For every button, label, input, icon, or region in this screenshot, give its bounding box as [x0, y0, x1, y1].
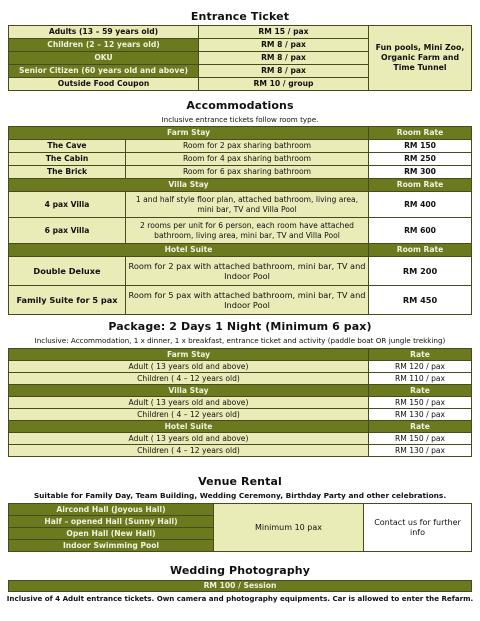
room-name: The Cave: [9, 140, 126, 153]
entrance-price: RM 10 / group: [199, 78, 369, 91]
table-row: [9, 218, 472, 244]
entrance-price: RM 8 / pax: [199, 39, 369, 52]
room-name: Double Deluxe: [9, 257, 126, 286]
entrance-label: OKU: [9, 52, 199, 65]
group-header-farm-stay: [9, 349, 472, 361]
venue-title: Venue Rental: [198, 475, 282, 488]
room-desc: 1 and half style floor plan, attached bathroom, living area, mini bar, TV and Villa Pool: [126, 192, 369, 218]
package-label: Children ( 4 – 12 years old): [9, 409, 369, 421]
room-desc: Room for 4 pax sharing bathroom: [126, 153, 369, 166]
entrance-side-note: Fun pools, Mini Zoo, Organic Farm and Time Tunnel: [369, 26, 472, 91]
group-header-villa-stay: [9, 385, 472, 397]
room-name: 4 pax Villa: [9, 192, 126, 218]
table-row: [9, 166, 472, 179]
hall-name: Open Hall (New Hall): [9, 528, 214, 540]
table-row: [9, 286, 472, 315]
table-row: [9, 257, 472, 286]
room-name: The Brick: [9, 166, 126, 179]
group-name: Villa Stay: [9, 179, 369, 192]
rate-header: Room Rate: [369, 127, 472, 140]
group-name: Farm Stay: [9, 349, 369, 361]
rate-header: Rate: [369, 349, 472, 361]
group-name: Villa Stay: [9, 385, 369, 397]
room-desc: Room for 2 pax sharing bathroom: [126, 140, 369, 153]
rate-header: Rate: [369, 421, 472, 433]
hall-name: Half – opened Hall (Sunny Hall): [9, 516, 214, 528]
venue-contact: Contact us for further info: [364, 504, 472, 552]
entrance-price: RM 8 / pax: [199, 52, 369, 65]
table-row: [9, 361, 472, 373]
group-name: Farm Stay: [9, 127, 369, 140]
table-row: [9, 153, 472, 166]
table-row: [9, 409, 472, 421]
rate-header: Room Rate: [369, 244, 472, 257]
venue-minimum: Minimum 10 pax: [214, 504, 364, 552]
package-subtitle: Inclusive: Accommodation, 1 x dinner, 1 x breakfast, entrance ticket and activity (paddle boat OR jungle trekking): [34, 336, 446, 345]
group-header-farm-stay: [9, 127, 472, 140]
wedding-table: [8, 580, 472, 592]
accommodations-title: Accommodations: [186, 99, 294, 112]
table-row: [9, 26, 472, 39]
room-rate: RM 250: [369, 153, 472, 166]
entrance-price: RM 15 / pax: [199, 26, 369, 39]
table-row: [9, 373, 472, 385]
entrance-label: Senior Citizen (60 years old and above): [9, 65, 199, 78]
package-label: Children ( 4 – 12 years old): [9, 445, 369, 457]
entrance-label: Children (2 – 12 years old): [9, 39, 199, 52]
table-row: [9, 445, 472, 457]
package-rate: RM 110 / pax: [369, 373, 472, 385]
rate-header: Room Rate: [369, 179, 472, 192]
group-header-hotel-suite: [9, 244, 472, 257]
package-rate: RM 130 / pax: [369, 445, 472, 457]
table-row: [9, 140, 472, 153]
room-rate: RM 200: [369, 257, 472, 286]
table-row: [9, 397, 472, 409]
table-row: [9, 504, 472, 516]
package-rate: RM 130 / pax: [369, 409, 472, 421]
hall-name: Indoor Swimming Pool: [9, 540, 214, 552]
package-label: Adult ( 13 years old and above): [9, 433, 369, 445]
table-row: [9, 433, 472, 445]
package-rate: RM 120 / pax: [369, 361, 472, 373]
room-desc: Room for 6 pax sharing bathroom: [126, 166, 369, 179]
room-rate: RM 300: [369, 166, 472, 179]
package-label: Adult ( 13 years old and above): [9, 397, 369, 409]
entrance-title: Entrance Ticket: [190, 10, 290, 23]
room-rate: RM 400: [369, 192, 472, 218]
package-rate: RM 150 / pax: [369, 397, 472, 409]
entrance-table: [8, 25, 472, 91]
entrance-label: Outside Food Coupon: [9, 78, 199, 91]
wedding-title: Wedding Photography: [169, 564, 311, 577]
room-desc: Room for 2 pax with attached bathroom, mini bar, TV and Indoor Pool: [126, 257, 369, 286]
group-name: Hotel Suite: [9, 244, 369, 257]
entrance-price: RM 8 / pax: [199, 65, 369, 78]
package-table: [8, 348, 472, 457]
room-name: The Cabin: [9, 153, 126, 166]
group-header-villa-stay: [9, 179, 472, 192]
package-title: Package: 2 Days 1 Night (Minimum 6 pax): [108, 320, 372, 333]
group-name: Hotel Suite: [9, 421, 369, 433]
hall-name: Aircond Hall (Joyous Hall): [9, 504, 214, 516]
entrance-label: Adults (13 – 59 years old): [9, 26, 199, 39]
package-label: Adult ( 13 years old and above): [9, 361, 369, 373]
wedding-note: Inclusive of 4 Adult entrance tickets. Own camera and photography equipments. Car is allowed to enter the Refarm.: [6, 594, 474, 603]
accommodations-table: [8, 126, 472, 315]
venue-subtitle: Suitable for Family Day, Team Building, Wedding Ceremony, Birthday Party and other celebrations.: [33, 491, 447, 500]
room-rate: RM 450: [369, 286, 472, 315]
group-header-hotel-suite: [9, 421, 472, 433]
wedding-price: RM 100 / Session: [9, 581, 472, 592]
table-row: [9, 192, 472, 218]
table-row: [9, 581, 472, 592]
room-rate: RM 150: [369, 140, 472, 153]
room-desc: Room for 5 pax with attached bathroom, mini bar, TV and Indoor Pool: [126, 286, 369, 315]
room-name: Family Suite for 5 pax: [9, 286, 126, 315]
rate-header: Rate: [369, 385, 472, 397]
package-label: Children ( 4 – 12 years old): [9, 373, 369, 385]
room-desc: 2 rooms per unit for 6 person, each room have attached bathroom, living area, mini bar, TV and Villa Pool: [126, 218, 369, 244]
accommodations-subtitle: Inclusive entrance tickets follow room type.: [161, 115, 319, 124]
room-name: 6 pax Villa: [9, 218, 126, 244]
package-rate: RM 150 / pax: [369, 433, 472, 445]
venue-table: [8, 503, 472, 552]
room-rate: RM 600: [369, 218, 472, 244]
